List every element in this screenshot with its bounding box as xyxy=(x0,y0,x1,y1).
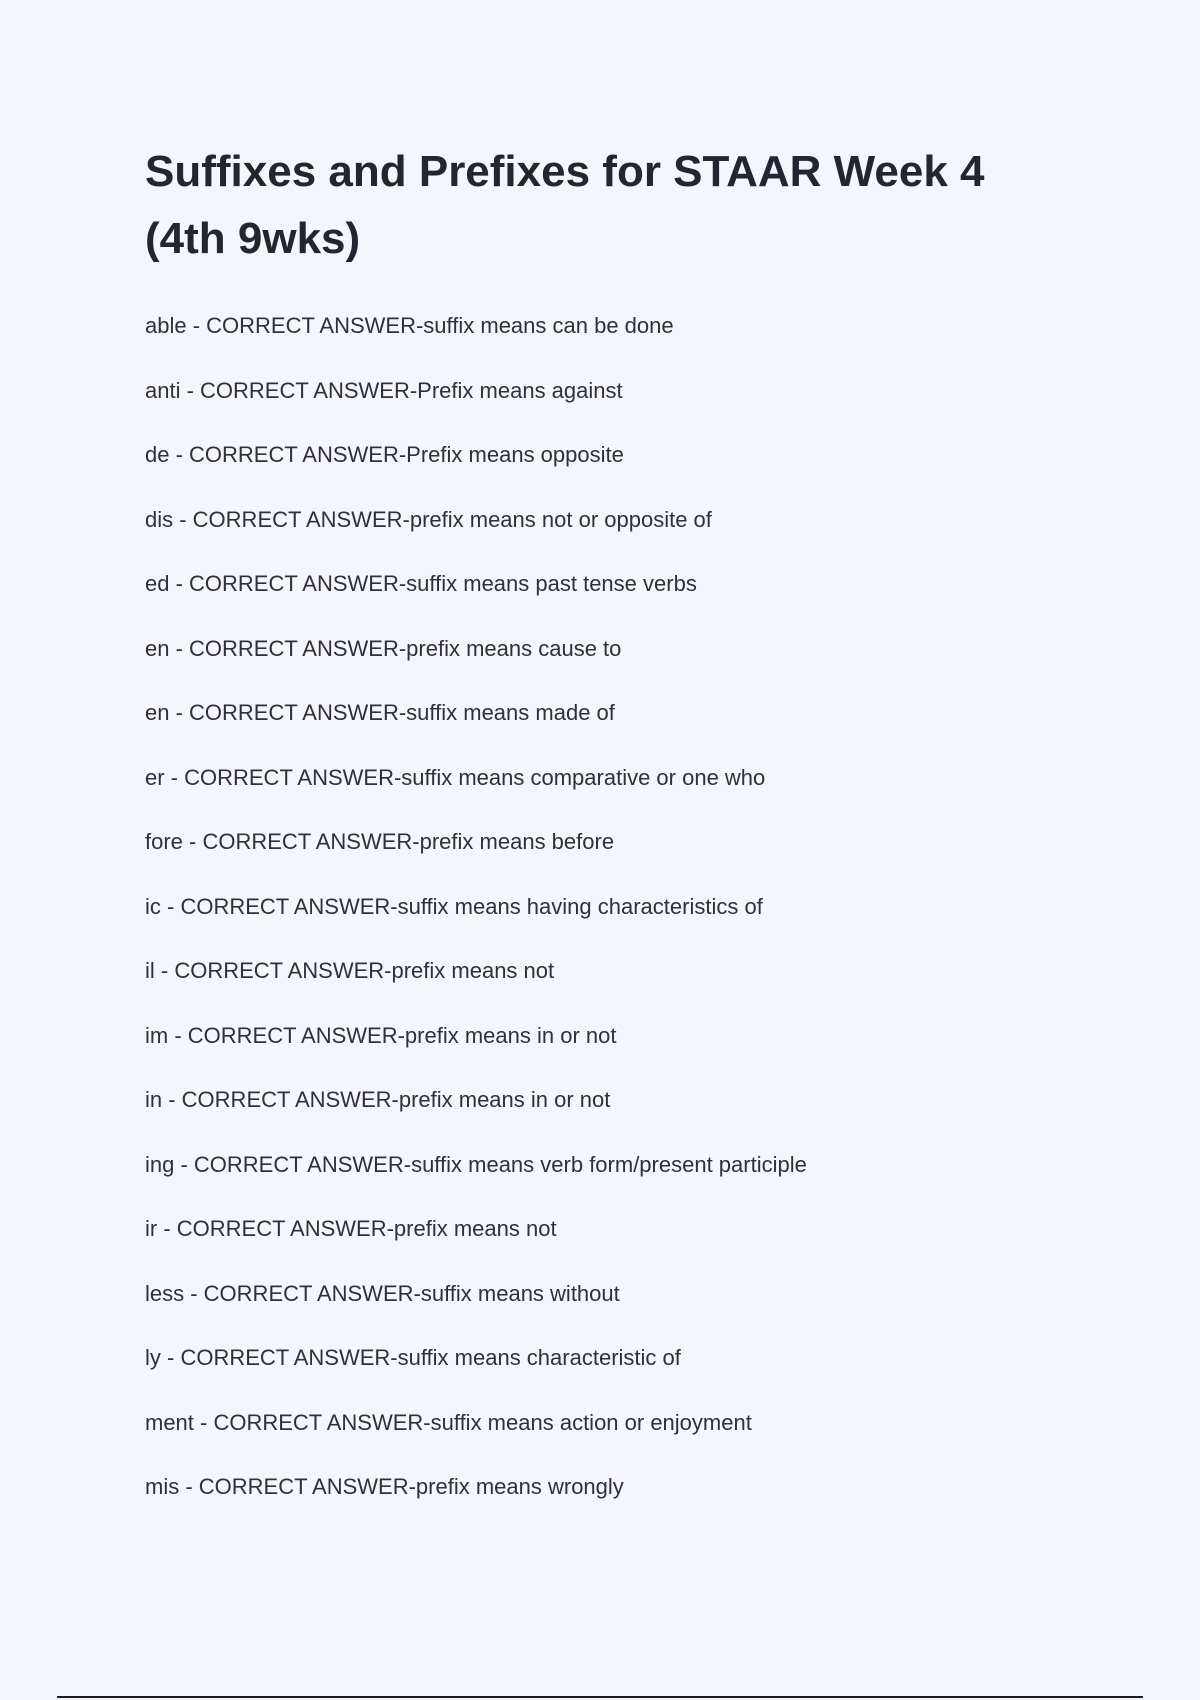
flashcard-entry: er - CORRECT ANSWER-suffix means comparative or one who xyxy=(145,764,766,790)
flashcard-entry: able - CORRECT ANSWER-suffix means can be done xyxy=(145,313,674,338)
flashcard-entry: en - CORRECT ANSWER-prefix means cause to xyxy=(145,635,622,661)
flashcard-entry: fore - CORRECT ANSWER-prefix means before xyxy=(145,829,615,854)
flashcard-entry: im - CORRECT ANSWER-prefix means in or not xyxy=(145,1022,617,1048)
flashcard-entry: dis - CORRECT ANSWER-prefix means not or opposite of xyxy=(145,506,712,532)
flashcard-entry: mis - CORRECT ANSWER-prefix means wrongly xyxy=(145,1474,624,1499)
flashcard-entry: ed - CORRECT ANSWER-suffix means past tense verbs xyxy=(145,571,697,596)
flashcard-entry: en - CORRECT ANSWER-suffix means made of xyxy=(145,700,615,725)
flashcard-entry: ly - CORRECT ANSWER-suffix means characteristic of xyxy=(145,1345,681,1370)
document-title: Suffixes and Prefixes for STAAR Week 4 (4th 9wks) xyxy=(145,147,985,263)
flashcard-entry: il - CORRECT ANSWER-prefix means not xyxy=(145,958,555,983)
flashcard-entry: ing - CORRECT ANSWER-suffix means verb form/present participle xyxy=(145,1151,807,1177)
flashcard-entry: ic - CORRECT ANSWER-suffix means having characteristics of xyxy=(145,893,763,919)
flashcard-entry: less - CORRECT ANSWER-suffix means without xyxy=(145,1280,620,1306)
flashcard-entry: anti - CORRECT ANSWER-Prefix means against xyxy=(145,377,623,403)
page-bottom-divider xyxy=(57,1696,1143,1698)
flashcard-entry: ir - CORRECT ANSWER-prefix means not xyxy=(145,1216,557,1241)
flashcard-entry: ment - CORRECT ANSWER-suffix means action or enjoyment xyxy=(145,1409,752,1435)
flashcard-entry: in - CORRECT ANSWER-prefix means in or not xyxy=(145,1087,611,1112)
flashcard-list xyxy=(145,304,807,1530)
flashcard-entry: de - CORRECT ANSWER-Prefix means opposite xyxy=(145,442,624,467)
